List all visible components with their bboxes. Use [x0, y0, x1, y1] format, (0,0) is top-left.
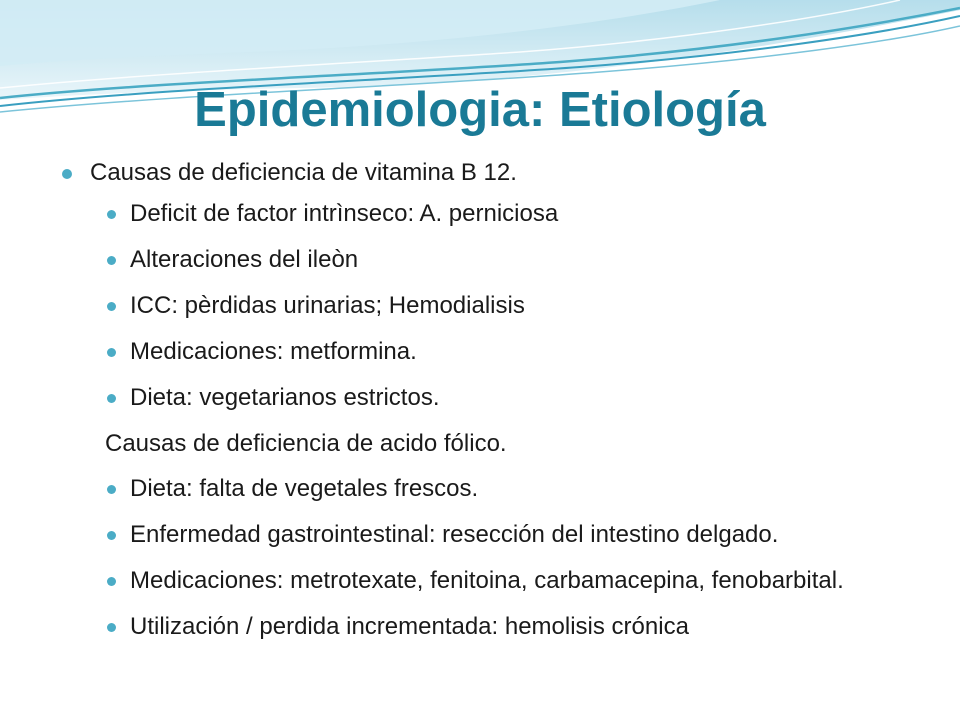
list-item-text: Dieta: vegetarianos estrictos. — [130, 384, 440, 411]
bullet-icon — [107, 623, 116, 632]
bullet-icon — [107, 256, 116, 265]
bullet-icon — [62, 169, 72, 179]
list-item — [60, 291, 910, 321]
list-item — [60, 245, 910, 275]
bullet-icon — [107, 348, 116, 357]
bullet-icon — [107, 210, 116, 219]
list-item-text: Deficit de factor intrìnseco: A. perniciosa — [130, 200, 559, 227]
list-item — [60, 474, 910, 504]
bullet-icon — [107, 394, 116, 403]
folic-heading-text: Causas de deficiencia de acido fólico. — [105, 430, 507, 457]
slide-title: Epidemiologia: Etiología — [194, 83, 766, 137]
bullet-icon — [107, 485, 116, 494]
b12-heading-text: Causas de deficiencia de vitamina B 12. — [90, 159, 517, 186]
list-item — [60, 566, 910, 596]
list-item-text: ICC: pèrdidas urinarias; Hemodialisis — [130, 292, 525, 319]
list-item — [60, 520, 910, 550]
bullet-icon — [107, 531, 116, 540]
list-item-text: Utilización / perdida incrementada: hemolisis crónica — [130, 613, 689, 640]
bullet-icon — [107, 302, 116, 311]
list-item — [60, 612, 910, 642]
list-item-text: Alteraciones del ileòn — [130, 246, 359, 273]
list-item-text: Dieta: falta de vegetales frescos. — [130, 475, 479, 502]
list-item-text: Medicaciones: metrotexate, fenitoina, carbamacepina, fenobarbital. — [130, 567, 844, 594]
list-item-text: Medicaciones: metformina. — [130, 338, 417, 365]
bullet-icon — [107, 577, 116, 586]
list-item — [60, 337, 910, 367]
list-item — [60, 199, 910, 229]
list-item-text: Enfermedad gastrointestinal: resección del intestino delgado. — [130, 521, 779, 548]
list-item — [60, 383, 910, 413]
slide-content — [60, 158, 910, 658]
folic-heading — [60, 429, 910, 459]
b12-heading — [60, 158, 910, 188]
